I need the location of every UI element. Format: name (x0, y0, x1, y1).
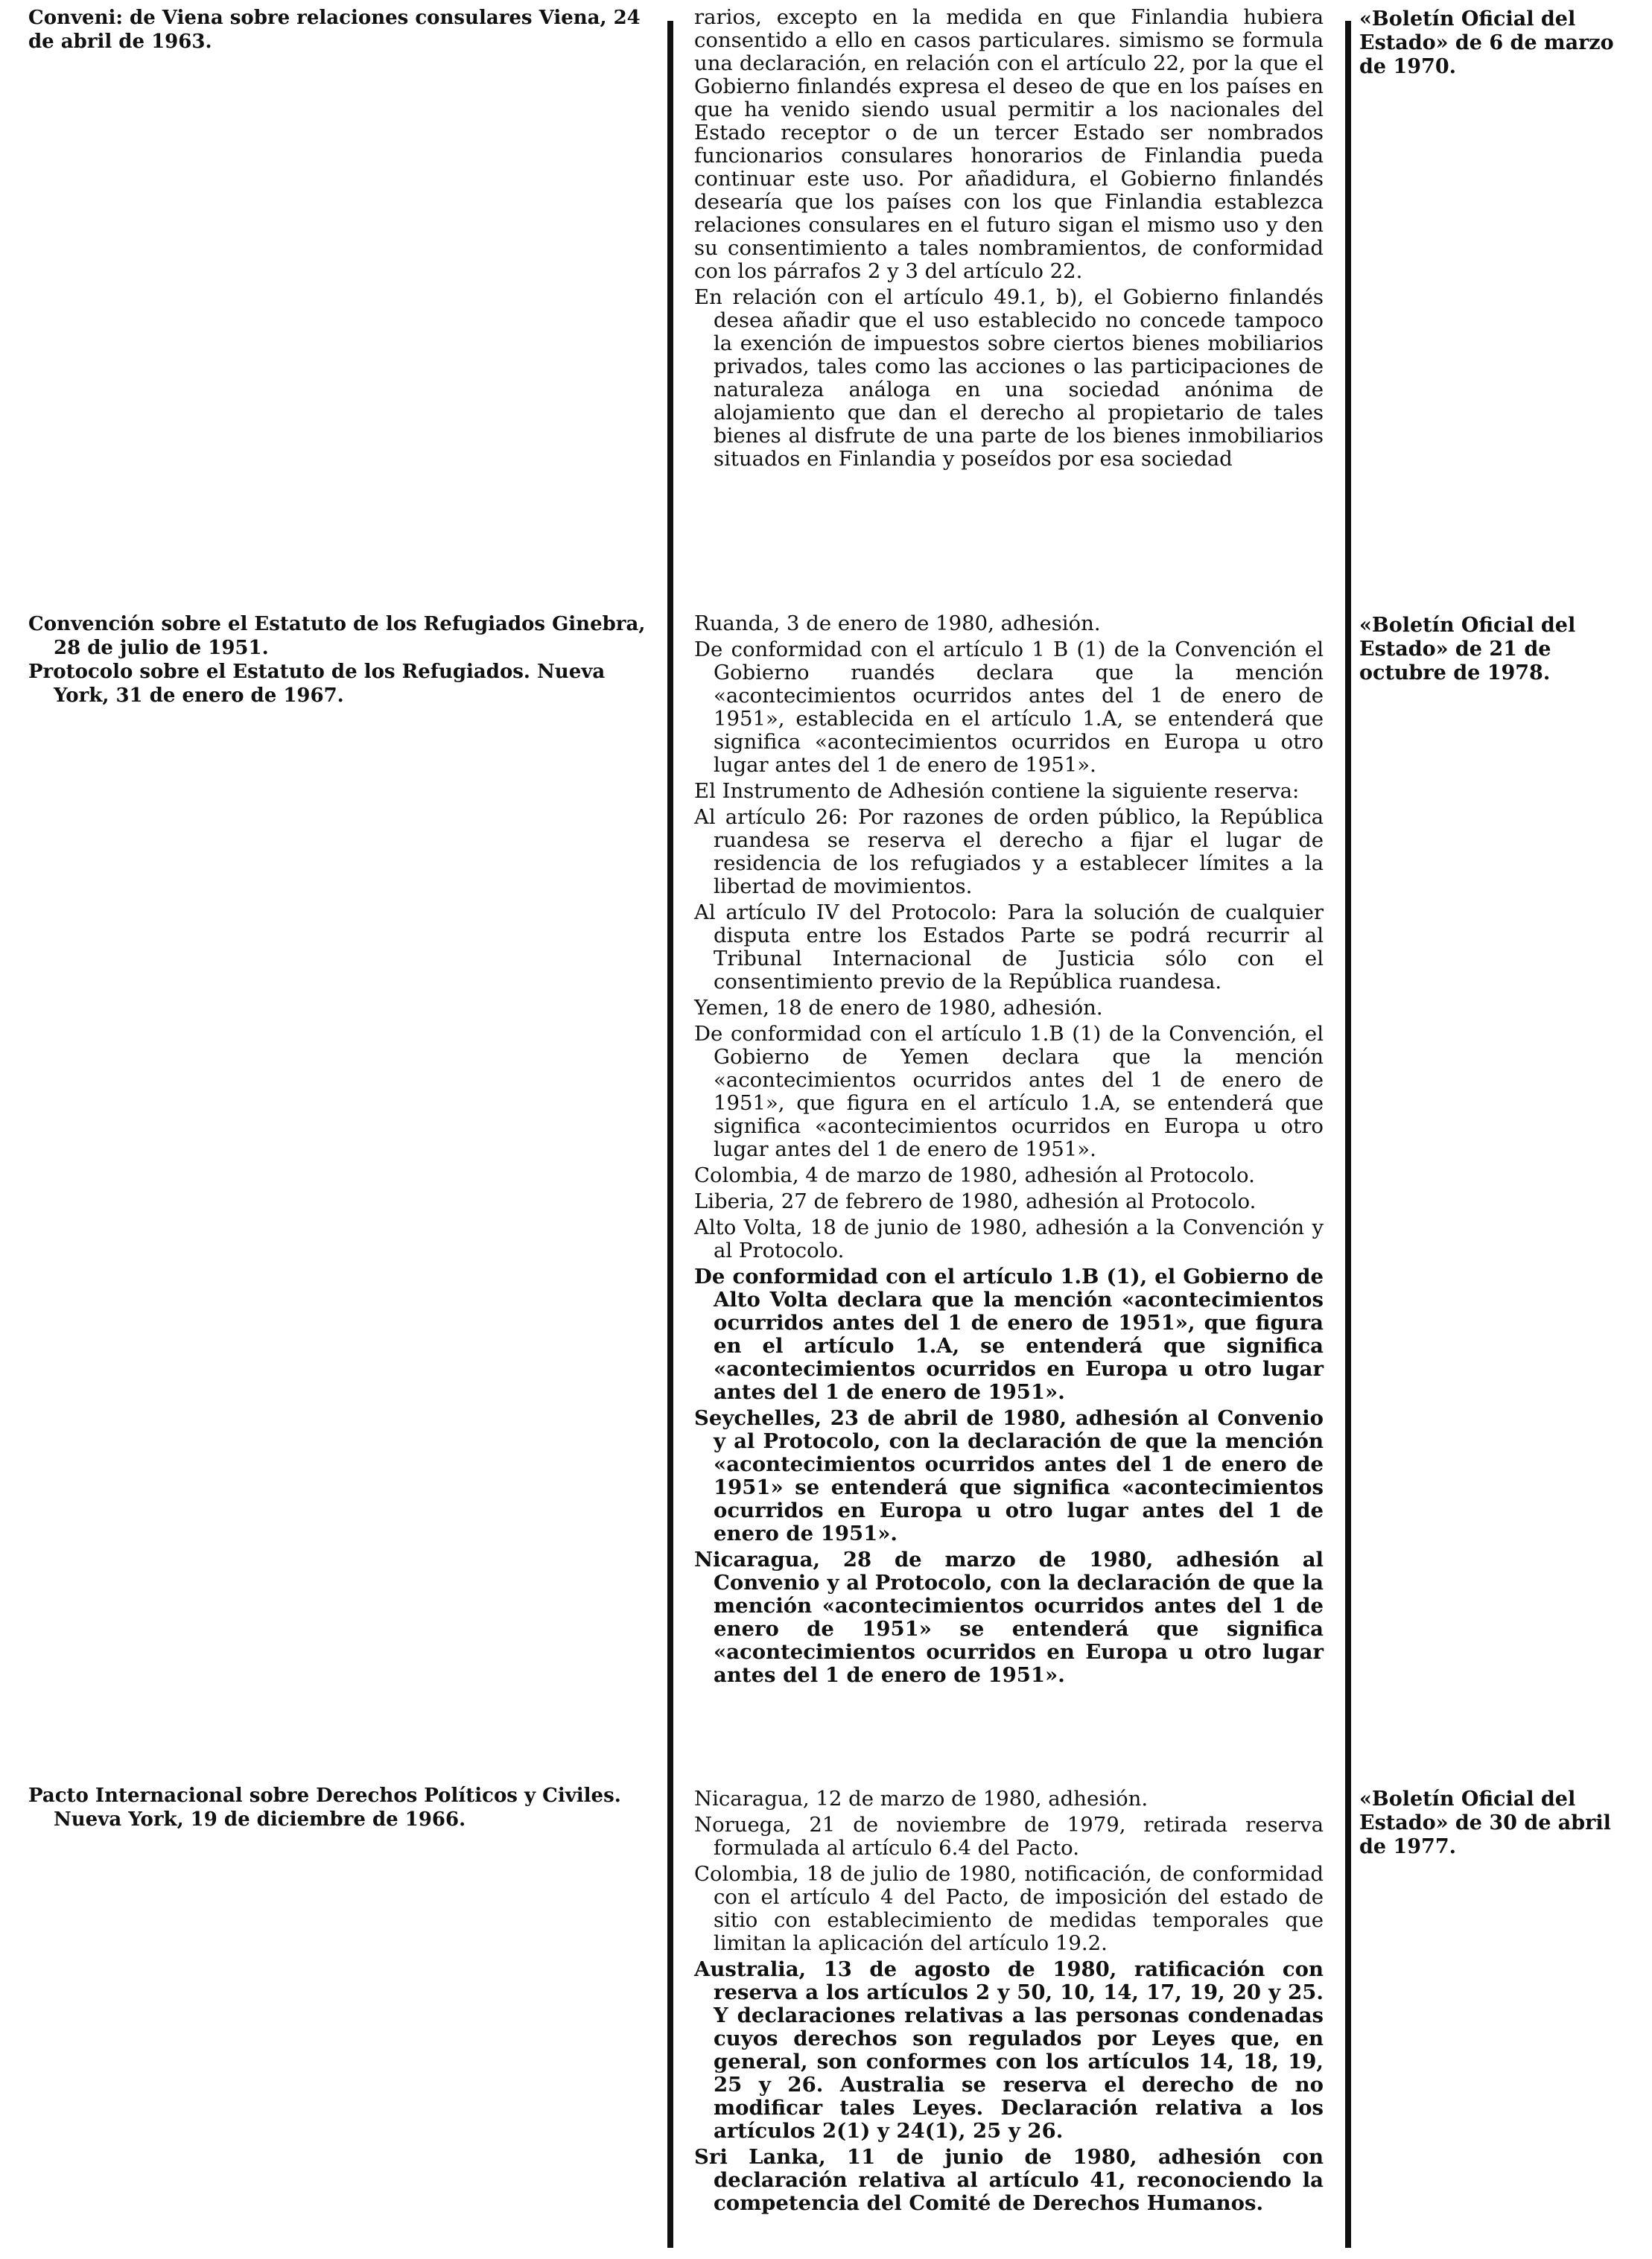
entry-paragraph: Australia, 13 de agosto de 1980, ratificación con reserva a los artículos 2 y 50, 10, 14, 17, 19, 20 y 25. Y declaraciones relativas a las personas condenadas cuyos derechos son regulados por Leyes que, en general, son conformes con los artículos 14, 18, 19, 25 y 26. Australia se reserva el derecho de no modificar tales Leyes. Declaración relativa a los artículos 2(1) y 24(1), 25 y 26. (694, 1957, 1324, 2143)
entry-paragraph: Liberia, 27 de febrero de 1980, adhesión al Protocolo. (694, 1189, 1257, 1213)
entry-paragraph: El Instrumento de Adhesión contiene la siguiente reserva: (694, 779, 1300, 803)
entry-paragraph: Nicaragua, 28 de marzo de 1980, adhesión al Convenio y al Protocolo, con la declaración de que la mención «acontecimientos ocurridos antes del 1 de enero de 1951» se entenderá que significa «acontecimientos ocurridos en Europa u otro lugar antes del 1 de enero de 1951». (694, 1548, 1324, 1687)
treaty-name: Protocolo sobre el Estatuto de los Refugiados. Nueva York, 31 de enero de 1967. (28, 661, 606, 707)
entry-paragraph: Ruanda, 3 de enero de 1980, adhesión. (694, 611, 1101, 635)
entry-paragraph: rarios, excepto en la medida en que Finlandia hubiera consentido a ello en casos particulares. simismo se formula una declaración, en relación con el artículo 22, por la que el Gobierno finlandés expresa el deseo de que en los países en que ha venido siendo usual permitir a los nacionales del Estado receptor o de un tercer Estado ser nombrados funcionarios consulares honorarios de Finlandia pueda continuar este uso. Por añadidura, el Gobierno finlandés desearía que los países con los que Finlandia establezca relaciones consulares en el futuro sigan el mismo uso y den su consentimiento a tales nombramientos, de conformidad con los párrafos 2 y 3 del artículo 22. (694, 5, 1324, 283)
treaty-name: Convención sobre el Estatuto de los Refugiados Ginebra, 28 de julio de 1951. (28, 613, 646, 659)
treaty-entries-pacto (694, 1788, 1324, 2218)
boe-reference-pacto: «Boletín Oficial del Estado» de 30 de abril de 1977. (1359, 1788, 1611, 1858)
entry-paragraph: Al artículo IV del Protocolo: Para la solución de cualquier disputa entre los Estados Parte se podrá recurrir al Tribunal Internacional de Justicia sólo con el consentimiento previo de la República ruandesa. (694, 900, 1324, 994)
entry-paragraph: De conformidad con el artículo 1.B (1) de la Convención, el Gobierno de Yemen declara que la mención «acontecimientos ocurridos antes del 1 de enero de 1951», que figura en el artículo 1.A, se entenderá que significa «acontecimientos ocurridos en Europa u otro lugar antes del 1 de enero de 1951». (694, 1022, 1324, 1161)
column-rule-left (667, 21, 673, 2248)
entry-paragraph: Yemen, 18 de enero de 1980, adhesión. (694, 996, 1103, 1020)
entry-paragraph: Colombia, 18 de julio de 1980, notificación, de conformidad con el artículo 4 del Pacto, de imposición del estado de sitio con establecimiento de medidas temporales que limitan la aplicación del artículo 19.2. (694, 1862, 1324, 1955)
entry-paragraph: Sri Lanka, 11 de junio de 1980, adhesión con declaración relativa al artículo 41, reconociendo la competencia del Comité de Derechos Humanos. (694, 2145, 1324, 2215)
column-rule-right (1345, 21, 1351, 2248)
treaty-title-pacto (28, 1784, 646, 1831)
entry-paragraph: Noruega, 21 de noviembre de 1979, retirada reserva formulada al artículo 6.4 del Pacto. (694, 1813, 1324, 1860)
entry-paragraph: Nicaragua, 12 de marzo de 1980, adhesión. (694, 1787, 1149, 1811)
treaty-name: Conveni: de Viena sobre relaciones consulares Viena, 24 de abril de 1963. (28, 7, 641, 53)
entry-paragraph: Seychelles, 23 de abril de 1980, adhesión al Convenio y al Protocolo, con la declaración de que la mención «acontecimientos ocurridos antes del 1 de enero de 1951» se entenderá que significa «acontecimientos ocurridos en Europa u otro lugar antes del 1 de enero de 1951». (694, 1406, 1324, 1545)
treaty-title-viena (28, 6, 646, 54)
treaty-entries-refugiados (694, 612, 1324, 1690)
entry-paragraph: Al artículo 26: Por razones de orden público, la República ruandesa se reserva el derecho a fijar el lugar de residencia de los refugiados y a establecer límites a la libertad de movimientos. (694, 805, 1324, 898)
treaty-title-refugiados (28, 612, 646, 708)
entry-paragraph: En relación con el artículo 49.1, b), el Gobierno finlandés desea añadir que el uso establecido no concede tampoco la exención de impuestos sobre ciertos bienes mobiliarios privados, tales como las acciones o las participaciones de naturaleza análoga en una sociedad anónima de alojamiento que dan el derecho al propietario de tales bienes al disfrute de una parte de los bienes inmobiliarios situados en Finlandia y poseídos por esa sociedad (694, 285, 1324, 471)
entry-paragraph: De conformidad con el artículo 1.B (1), el Gobierno de Alto Volta declara que la mención «acontecimientos ocurridos antes del 1 de enero de 1951», que figura en el artículo 1.A, se entenderá que significa «acontecimientos ocurridos en Europa u otro lugar antes del 1 de enero de 1951». (694, 1265, 1324, 1404)
boe-reference-viena: «Boletín Oficial del Estado» de 6 de marzo de 1970. (1359, 7, 1614, 78)
treaty-entries-viena (694, 6, 1324, 474)
entry-paragraph: De conformidad con el artículo 1 B (1) de la Convención el Gobierno ruandés declara que la mención «acontecimientos ocurridos antes del 1 de enero de 1951», establecida en el artículo 1.A, se entenderá que significa «acontecimientos ocurridos en Europa u otro lugar antes del 1 de enero de 1951». (694, 638, 1324, 777)
treaty-name: Pacto Internacional sobre Derechos Políticos y Civiles. Nueva York, 19 de diciembre de 1966. (28, 1785, 621, 1831)
entry-paragraph: Alto Volta, 18 de junio de 1980, adhesión a la Convención y al Protocolo. (694, 1216, 1324, 1262)
boe-reference-refugiados: «Boletín Oficial del Estado» de 21 de octubre de 1978. (1359, 614, 1576, 684)
entry-paragraph: Colombia, 4 de marzo de 1980, adhesión al Protocolo. (694, 1163, 1255, 1187)
